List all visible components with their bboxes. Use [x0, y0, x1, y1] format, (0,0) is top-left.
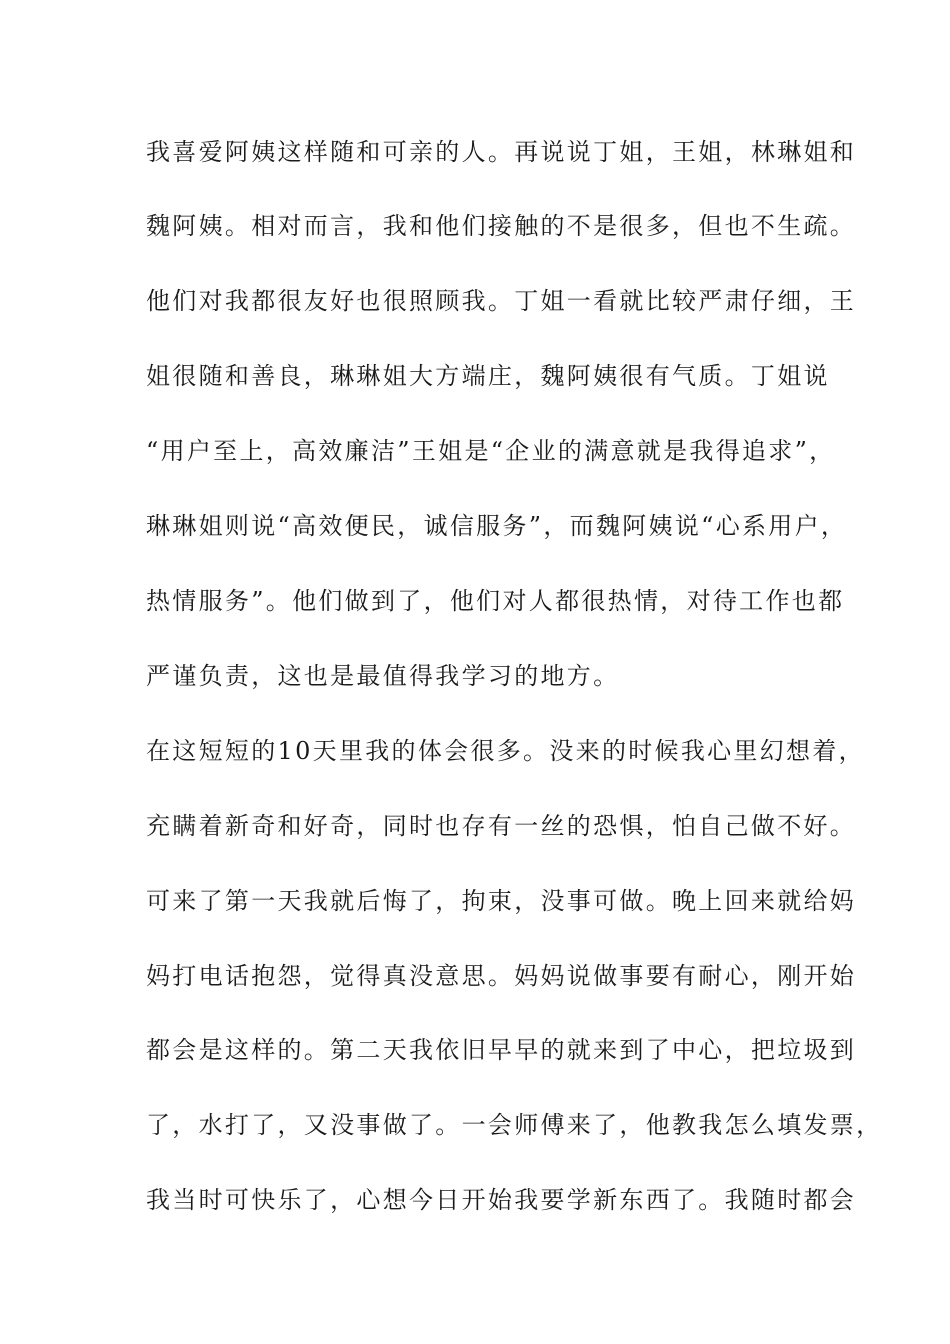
- text-line: 可来了第一天我就后悔了，拘束，没事可做。晚上回来就给妈: [146, 887, 857, 915]
- text-line: 姐很随和善良，琳琳姐大方端庄，魏阿姨很有气质。丁姐说: [146, 362, 830, 390]
- text-line: 充瞒着新奇和好奇，同时也存有一丝的恐惧，怕自己做不好。: [146, 812, 857, 840]
- text-line: 在这短短的10天里我的体会很多。没来的时候我心里幻想着，: [146, 737, 865, 765]
- text-line: 我当时可快乐了，心想今日开始我要学新东西了。我随时都会: [146, 1186, 857, 1214]
- text-line: 妈打电话抱怨，觉得真没意思。妈妈说做事要有耐心，刚开始: [146, 962, 857, 990]
- text-line: 他们对我都很友好也很照顾我。丁姐一看就比较严肃仔细，王: [146, 287, 857, 315]
- text-line: 了，水打了，又没事做了。一会师傅来了，他教我怎么填发票，: [146, 1111, 883, 1139]
- text-line: 魏阿姨。相对而言，我和他们接触的不是很多，但也不生疏。: [146, 212, 857, 240]
- text-line: 琳琳姐则说“高效便民，诚信服务”，而魏阿姨说“心系用户，: [146, 512, 848, 540]
- text-line: 我喜爱阿姨这样随和可亲的人。再说说丁姐，王姐，林琳姐和: [146, 138, 857, 166]
- text-line: “用户至上，高效廉洁”王姐是“企业的满意就是我得追求”，: [146, 437, 836, 465]
- text-line: 热情服务”。他们做到了，他们对人都很热情，对待工作也都: [146, 587, 845, 615]
- text-line: 严谨负责，这也是最值得我学习的地方。: [146, 662, 620, 690]
- text-line: 都会是这样的。第二天我依旧早早的就来到了中心，把垃圾到: [146, 1036, 857, 1064]
